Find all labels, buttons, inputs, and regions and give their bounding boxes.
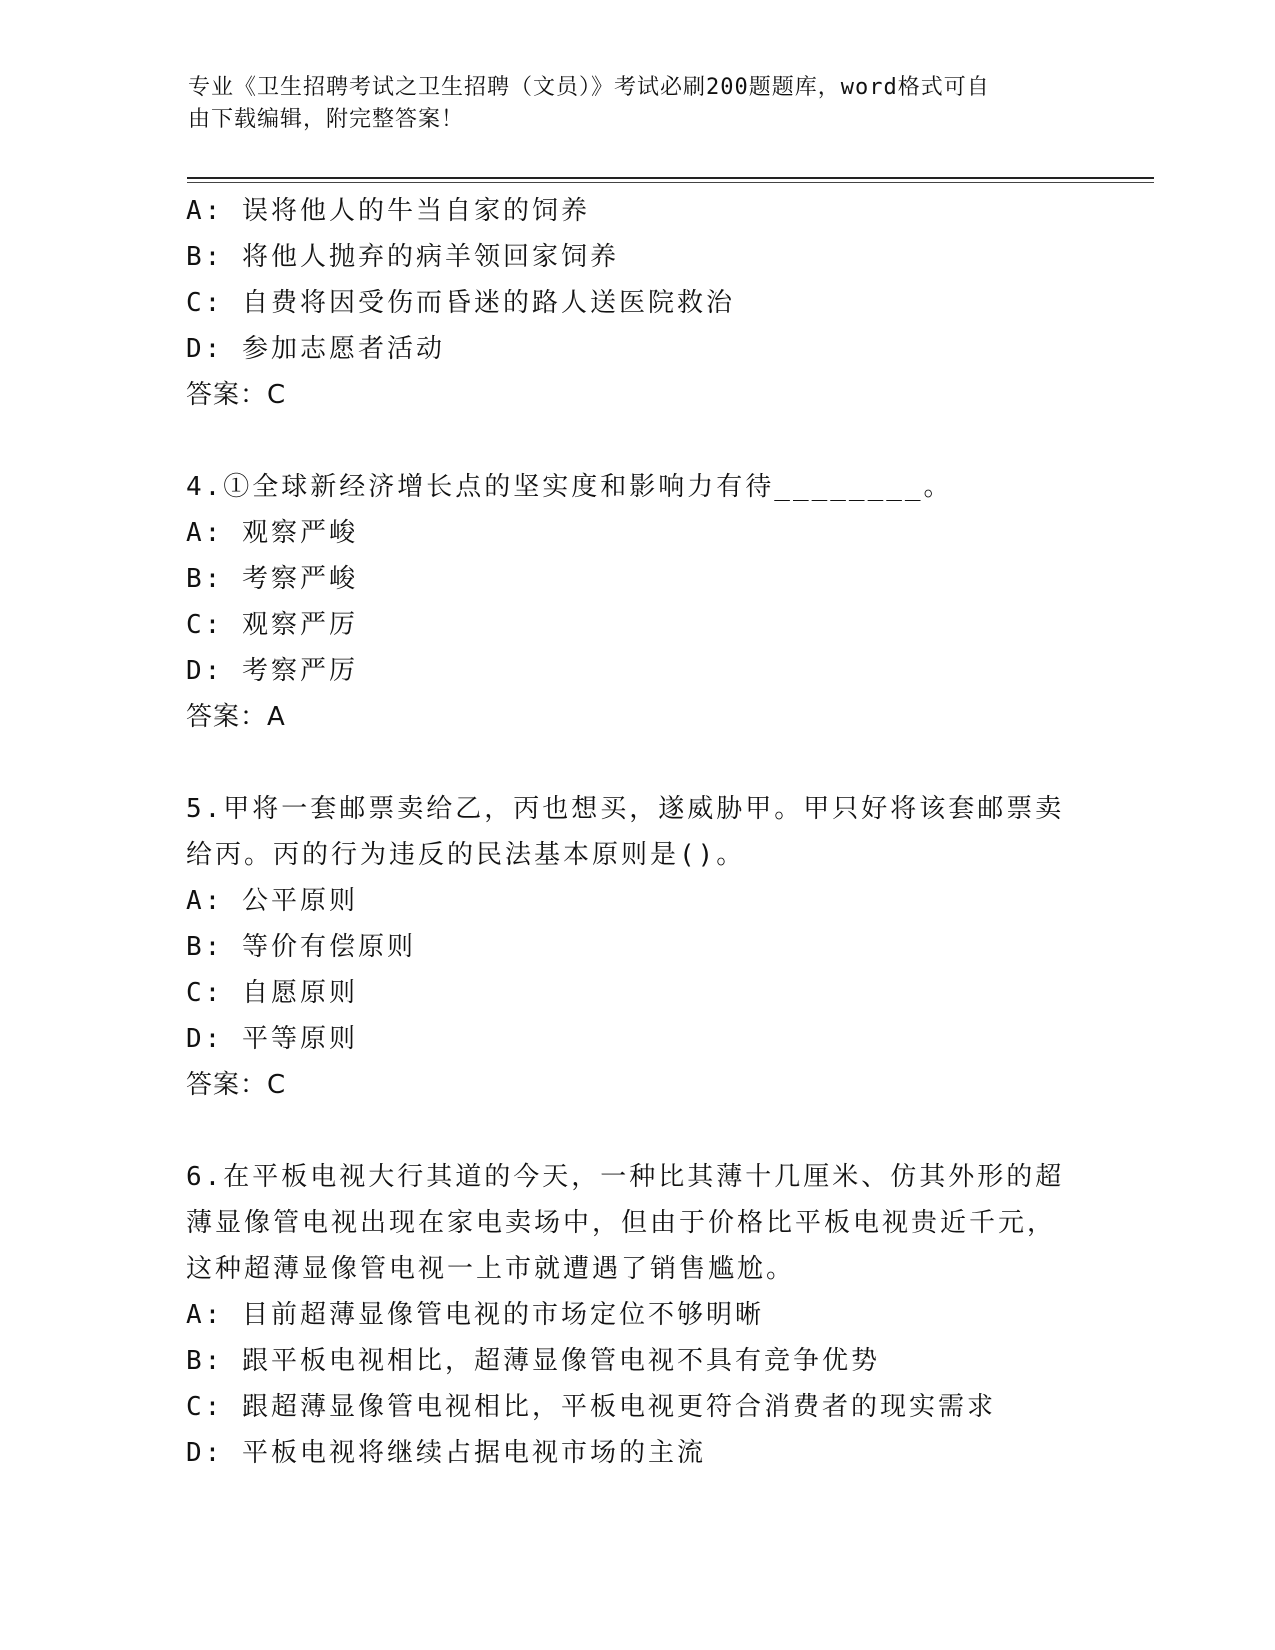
question-stem-line-1: 6.在平板电视大行其道的今天，一种比其薄十几厘米、仿其外形的超: [186, 1162, 1065, 1192]
question-stem-line-2: 给丙。丙的行为违反的民法基本原则是()。: [186, 840, 746, 870]
answer-line: 答案：C: [186, 380, 287, 410]
question-3: [186, 188, 1086, 418]
option-a: A: 公平原则: [186, 886, 358, 916]
answer-line: 答案：C: [186, 1070, 287, 1100]
option-c: C: 跟超薄显像管电视相比，平板电视更符合消费者的现实需求: [186, 1392, 996, 1422]
option-a: A: 观察严峻: [186, 518, 358, 548]
option-d: D: 平板电视将继续占据电视市场的主流: [186, 1438, 706, 1468]
option-d: D: 考察严厉: [186, 656, 358, 686]
option-c: C: 观察严厉: [186, 610, 358, 640]
question-5: [186, 786, 1086, 1108]
option-a: A: 目前超薄显像管电视的市场定位不够明晰: [186, 1300, 764, 1330]
question-stem-line-3: 这种超薄显像管电视一上市就遭遇了销售尴尬。: [186, 1254, 796, 1284]
header-line-2: 由下载编辑，附完整答案！: [188, 107, 465, 132]
question-stem: 4.①全球新经济增长点的坚实度和影响力有待________。: [186, 472, 953, 502]
question-stem-line-1: 5.甲将一套邮票卖给乙，丙也想买，遂威胁甲。甲只好将该套邮票卖: [186, 794, 1065, 824]
question-spacer: [186, 740, 1086, 786]
option-a: A: 误将他人的牛当自家的饲养: [186, 196, 590, 226]
header-divider-thin: [187, 182, 1154, 183]
document-header: [188, 72, 1068, 136]
answer-line: 答案：A: [186, 702, 286, 732]
option-b: B: 等价有偿原则: [186, 932, 416, 962]
header-divider-thick: [187, 177, 1154, 179]
option-c: C: 自费将因受伤而昏迷的路人送医院救治: [186, 288, 735, 318]
option-b: B: 将他人抛弃的病羊领回家饲养: [186, 242, 619, 272]
question-spacer: [186, 418, 1086, 464]
question-stem-line-2: 薄显像管电视出现在家电卖场中，但由于价格比平板电视贵近千元，: [186, 1208, 1057, 1238]
option-d: D: 平等原则: [186, 1024, 358, 1054]
question-6: [186, 1154, 1086, 1476]
question-4: [186, 464, 1086, 740]
option-c: C: 自愿原则: [186, 978, 358, 1008]
option-d: D: 参加志愿者活动: [186, 334, 445, 364]
option-b: B: 跟平板电视相比，超薄显像管电视不具有竞争优势: [186, 1346, 880, 1376]
question-spacer: [186, 1108, 1086, 1154]
option-b: B: 考察严峻: [186, 564, 358, 594]
question-list: [186, 188, 1086, 1476]
header-line-1: 专业《卫生招聘考试之卫生招聘（文员）》考试必刷200题题库，word格式可自: [188, 75, 990, 100]
